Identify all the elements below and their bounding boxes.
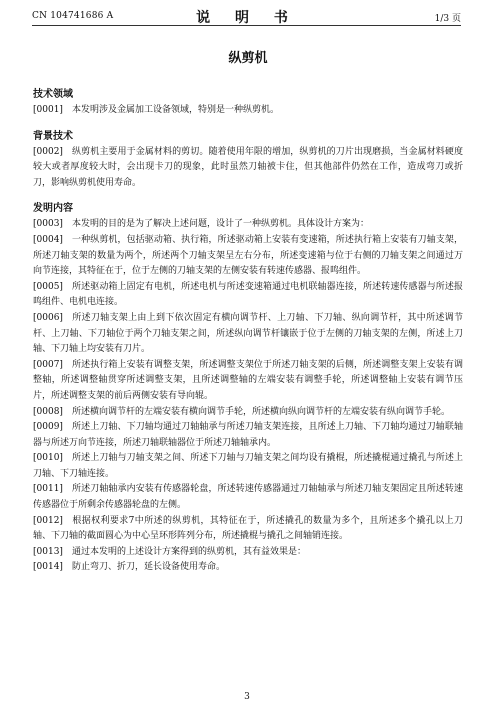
paragraph-text: 所述上刀轴、下刀轴均通过刀轴轴承与所述刀轴支架连接，且所述上刀轴、下刀轴均通过刀轴联轴器与所述万向节连接，所述刀轴联轴器位于所述刀轴轴承内。	[33, 422, 463, 448]
document-title: 纵剪机	[228, 51, 268, 66]
paragraph	[33, 560, 463, 576]
page-header	[0, 0, 494, 26]
paragraph-text: 通过本发明的上述设计方案得到的纵剪机，其有益效果是：	[71, 546, 306, 557]
patent-number: CN 104741686 A	[32, 11, 114, 21]
paragraph-number: [0002]	[33, 146, 63, 157]
paragraph-number: [0014]	[33, 562, 63, 573]
paragraph-number: [0004]	[33, 234, 63, 245]
paragraph-number: [0009]	[33, 422, 63, 433]
paragraph	[33, 405, 463, 421]
paragraph	[33, 482, 463, 513]
paragraph-text: 所述上刀轴与刀轴支架之间、所述下刀轴与刀轴支架之间均设有撬棍，所述撬棍通过撬孔与所述上刀轴、下刀轴连接。	[33, 453, 463, 479]
paragraph-text: 所述驱动箱上固定有电机，所述电机与所述变速箱通过电机联轴器连接，所述转速传感器与所述报鸣组件、电机电连接。	[33, 281, 463, 308]
page-indicator: 1/3 页	[434, 14, 461, 24]
paragraph-text: 纵剪机主要用于金属材料的剪切。随着使用年限的增加，纵剪机的刀片出现磨损，当金属材料硬度较大或者厚度较大时，会出现卡刀的现象，此时虽然刀轴被卡住，但其他部件仍然在工作，造成弯刀或折刀，影响纵剪机使用寿命。	[33, 146, 463, 188]
paragraph-text: 所述刀轴支架上由上到下依次固定有横向调节杆、上刀轴、下刀轴、纵向调节杆，其中所述调节杆、上刀轴、下刀轴位于两个刀轴支架之间，所述纵向调节杆镶嵌于位于左侧的刀轴支架的左侧，所述上刀轴、下刀轴上均安装有刀片。	[33, 312, 463, 355]
paragraph	[33, 103, 463, 119]
paragraph-text: 本发明涉及金属加工设备领域，特别是一种纵剪机。	[71, 105, 279, 115]
section-heading-tech-field: 技术领域	[33, 89, 73, 100]
paragraph-text: 本发明的目的是为了解决上述问题，设计了一种纵剪机。具体设计方案为：	[71, 219, 369, 230]
paragraph	[33, 451, 463, 482]
section-heading-content: 发明内容	[33, 203, 73, 215]
paragraph-number: [0001]	[33, 105, 63, 115]
paragraph-number: [0012]	[33, 515, 63, 526]
paragraph	[33, 358, 463, 405]
paragraph-number: [0011]	[33, 484, 63, 495]
paragraph-number: [0010]	[33, 453, 63, 464]
document-body	[33, 51, 463, 576]
paragraph	[33, 233, 463, 280]
paragraph-number: [0007]	[33, 359, 63, 370]
paragraph-number: [0003]	[33, 219, 63, 230]
document-type: 说 明 书	[196, 10, 298, 26]
paragraph-text: 所述横向调节杆的左端安装有横向调节手轮，所述横向纵向调节杆的左端安装有纵向调节手轮。	[71, 406, 450, 417]
paragraph	[33, 217, 463, 233]
paragraph-text: 所述刀轴轴承内安装有传感器轮盘，所述转速传感器通过刀轴轴承与所述刀轴支架固定且所述转速传感器位于所剩余传感器轮盘的左侧。	[33, 484, 463, 511]
paragraph-number: [0008]	[33, 406, 63, 417]
paragraph	[33, 280, 463, 311]
paragraph	[33, 420, 463, 451]
header-divider	[32, 25, 461, 26]
paragraph	[33, 145, 463, 192]
paragraph	[33, 311, 463, 358]
paragraph-text: 所述执行箱上安装有调整支架，所述调整支架位于所述刀轴支架的后侧，所述调整支架上安装有调整轴，所述调整轴贯穿所述调整支架，且所述调整轴的左端安装有调整手轮，所述调整轴上安装有调节压片，所述调整支架的前后两侧安装有导向辊。	[33, 359, 463, 401]
paragraph-number: [0005]	[33, 281, 63, 292]
paragraph	[33, 545, 463, 561]
paragraph	[33, 514, 463, 545]
paragraph-text: 防止弯刀、折刀，延长设备使用寿命。	[71, 562, 225, 573]
paragraph-number: [0006]	[33, 312, 63, 323]
page-number: 3	[244, 692, 250, 702]
paragraph-number: [0013]	[33, 546, 63, 557]
section-heading-background: 背景技术	[33, 130, 73, 142]
paragraph-text: 根据权利要求7中所述的纵剪机，其特征在于，所述撬孔的数量为多个，且所述多个撬孔以上刀轴、下刀轴的截面圆心为中心呈环形阵列分布，所述撬棍与撬孔之间轴销连接。	[33, 515, 463, 542]
paragraph-text: 一种纵剪机，包括驱动箱、执行箱，所述驱动箱上安装有变速箱，所述执行箱上安装有刀轴支架，所述刀轴支架的数量为两个，所述两个刀轴支架呈左右分布，所述变速箱与位于右侧的刀轴支架之间通过万向节连接，其特征在于，位于左侧的刀轴支架的左侧安装有转速传感器、报鸣组件。	[33, 234, 463, 277]
